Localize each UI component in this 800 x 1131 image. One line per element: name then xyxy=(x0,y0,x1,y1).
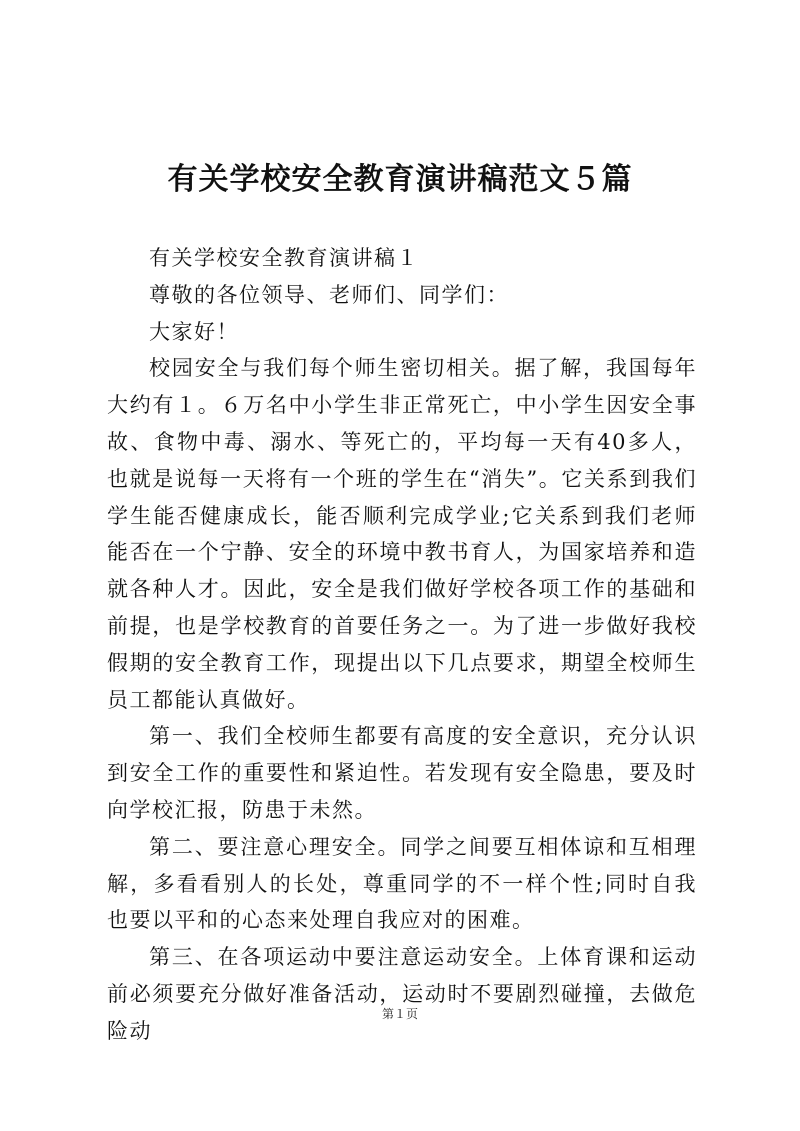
document-title: 有关学校安全教育演讲稿范文５篇 xyxy=(167,162,633,197)
paragraph-intro: 校园安全与我们每个师生密切相关。据了解，我国每年大约有１。６万名中小学生非正常死亡，中小学生因安全事故、食物中毒、溺水、等死亡的，平均每一天有40多人，也就是说每一天将有一个班的学生在“消失”。它关系到我们学生能否健康成长，能否顺利完成学业;它关系到我们老师能否在一个宁静、安全的环境中教书育人，为国家培养和造就各种人才。因此，安全是我们做好学校各项工作的基础和前提，也是学校教育的首要任务之一。为了进一步做好我校假期的安全教育工作，现提出以下几点要求，期望全校师生员工都能认真做好。 xyxy=(107,356,697,712)
paragraph-point-one: 第一、我们全校师生都要有高度的安全意识，充分认识到安全工作的重要性和紧迫性。若发现有安全隐患，要及时向学校汇报，防患于未然。 xyxy=(107,724,697,822)
document-body xyxy=(107,240,697,1050)
section-heading: 有关学校安全教育演讲稿１ xyxy=(149,246,419,270)
paragraph-point-three: 第三、在各项运动中要注意运动安全。上体育课和运动前必须要充分做好准备活动，运动时不要剧烈碰撞，去做危险动 xyxy=(107,945,697,1043)
salutation: 尊敬的各位领导、老师们、同学们： xyxy=(149,282,509,307)
page-number: 第１页 xyxy=(381,1007,418,1021)
greeting: 大家好！ xyxy=(149,319,239,344)
paragraph-point-two: 第二、要注意心理安全。同学之间要互相体谅和互相理解，多看看别人的长处，尊重同学的不一样个性;同时自我也要以平和的心态来处理自我应对的困难。 xyxy=(107,834,697,933)
